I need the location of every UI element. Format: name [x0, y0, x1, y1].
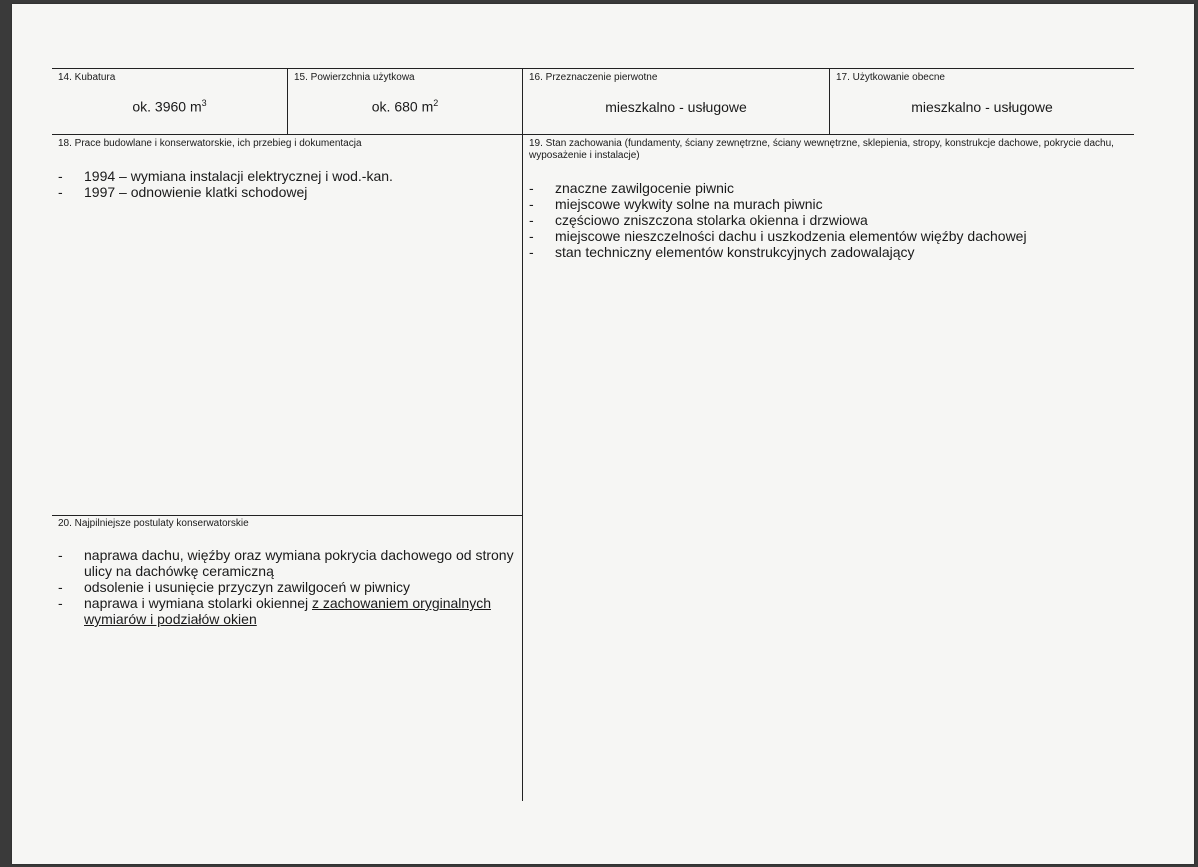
postulaty-item-3-underlined: z zachowaniem oryginalnych wymiarów i podziałów okien — [84, 595, 491, 627]
prace-list — [58, 168, 508, 200]
stan-label: 19. Stan zachowania (fundamenty, ściany zewnętrzne, ściany wewnętrzne, sklepienia, stropy, konstrukcje dachowe, pokrycie dachu, wyposażenie i instalacje) — [529, 138, 1114, 161]
postulaty-label: 20. Najpilniejsze postulaty konserwatorskie — [58, 518, 249, 529]
list-item: - stan techniczny elementów konstrukcyjnych zadowalający — [529, 244, 915, 260]
postulaty-item-1: naprawa dachu, więźby oraz wymiana pokrycia dachowego od strony ulicy na dachówkę ceramiczną — [84, 547, 514, 579]
row1-bottom-border — [52, 134, 1134, 135]
prace-label: 18. Prace budowlane i konserwatorskie, ich przebieg i dokumentacja — [58, 138, 362, 149]
list-item: - 1997 – odnowienie klatki schodowej — [58, 184, 308, 200]
kubatura-value-text: ok. 3960 m — [132, 98, 202, 115]
powierzchnia-value-text: ok. 680 m — [371, 98, 434, 115]
stan-list — [529, 180, 1119, 260]
stan-item-1: znaczne zawilgocenie piwnic — [555, 180, 734, 196]
stan-item-2: miejscowe wykwity solne na murach piwnic — [555, 196, 823, 212]
stan-item-3: częściowo zniszczona stolarka okienna i drzwiowa — [555, 212, 868, 228]
list-item: - częściowo zniszczona stolarka okienna i drzwiowa — [529, 212, 868, 228]
uzytkowanie-label: 17. Użytkowanie obecne — [836, 72, 945, 83]
stan-item-4: miejscowe nieszczelności dachu i uszkodzenia elementów więźby dachowej — [555, 228, 1027, 244]
top-border — [52, 68, 1134, 69]
list-item: - miejscowe nieszczelności dachu i uszkodzenia elementów więźby dachowej — [529, 228, 1027, 244]
list-item: - odsolenie i usunięcie przyczyn zawilgoceń w piwnicy — [58, 579, 411, 595]
postulaty-item-2: odsolenie i usunięcie przyczyn zawilgoceń w piwnicy — [84, 579, 411, 595]
section20-top-border — [52, 515, 523, 516]
powierzchnia-label: 15. Powierzchnia użytkowa — [294, 72, 415, 83]
uzytkowanie-value: mieszkalno - usługowe — [911, 99, 1053, 115]
kubatura-unit-exponent: 3 — [201, 98, 207, 108]
postulaty-item-3-plain: naprawa i wymiana stolarki okiennej — [84, 595, 312, 611]
prace-item-1: 1994 – wymiana instalacji elektrycznej i wod.-kan. — [84, 168, 393, 184]
prace-item-2: 1997 – odnowienie klatki schodowej — [84, 184, 308, 200]
divider-main — [522, 68, 523, 801]
list-item: - 1994 – wymiana instalacji elektrycznej i wod.-kan. — [58, 168, 393, 184]
list-item: - naprawa i wymiana stolarki okiennej z zachowaniem oryginalnych wymiarów i podziałów okien — [58, 595, 491, 627]
powierzchnia-value — [288, 98, 522, 115]
list-item: - znaczne zawilgocenie piwnic — [529, 180, 734, 196]
kubatura-value — [52, 98, 287, 115]
powierzchnia-unit-exponent: 2 — [433, 98, 439, 108]
kubatura-label: 14. Kubatura — [58, 72, 116, 83]
list-item: - miejscowe wykwity solne na murach piwnic — [529, 196, 823, 212]
przeznaczenie-value: mieszkalno - usługowe — [605, 99, 747, 115]
stan-item-5: stan techniczny elementów konstrukcyjnych zadowalający — [555, 244, 915, 260]
przeznaczenie-label: 16. Przeznaczenie pierwotne — [529, 72, 658, 83]
list-item: - naprawa dachu, więźby oraz wymiana pokrycia dachowego od strony ulicy na dachówkę ceramiczną — [58, 547, 514, 579]
postulaty-list — [58, 547, 520, 627]
